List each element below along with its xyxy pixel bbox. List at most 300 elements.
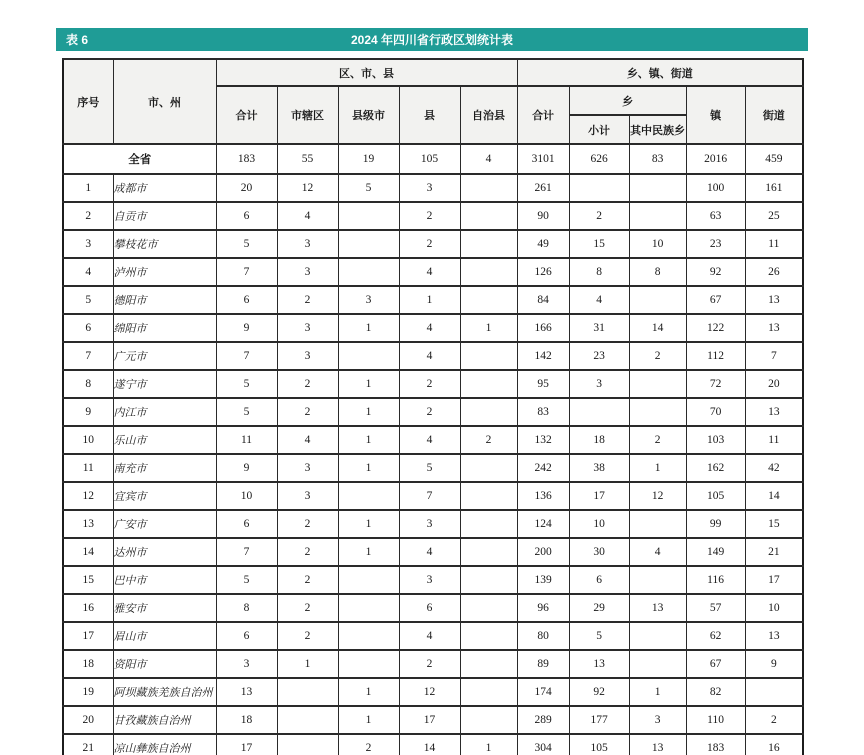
- value-cell: 3: [277, 230, 338, 258]
- value-cell: 9: [745, 650, 803, 678]
- value-cell: 1: [629, 454, 686, 482]
- value-cell: 1: [399, 286, 460, 314]
- value-cell: [460, 678, 517, 706]
- value-cell: 122: [686, 314, 745, 342]
- value-cell: 15: [745, 510, 803, 538]
- city-row: [63, 230, 803, 258]
- value-cell: 4: [399, 622, 460, 650]
- value-cell: 2: [569, 202, 629, 230]
- city-row: [63, 258, 803, 286]
- value-cell: 2: [399, 650, 460, 678]
- value-cell: 4: [399, 538, 460, 566]
- value-cell: 13: [745, 622, 803, 650]
- value-cell: 166: [517, 314, 569, 342]
- value-cell: 9: [216, 454, 277, 482]
- value-cell: 105: [399, 144, 460, 174]
- value-cell: [745, 678, 803, 706]
- value-cell: 18: [569, 426, 629, 454]
- row-number-cell: 21: [63, 734, 113, 755]
- value-cell: [338, 566, 399, 594]
- city-row: [63, 370, 803, 398]
- city-name-cell: 内江市: [113, 398, 216, 426]
- city-row: [63, 174, 803, 202]
- row-number-cell: 8: [63, 370, 113, 398]
- value-cell: 72: [686, 370, 745, 398]
- value-cell: [460, 370, 517, 398]
- row-number-cell: 17: [63, 622, 113, 650]
- value-cell: 13: [745, 398, 803, 426]
- value-cell: 13: [745, 286, 803, 314]
- value-cell: 30: [569, 538, 629, 566]
- row-number-cell: 12: [63, 482, 113, 510]
- value-cell: [460, 538, 517, 566]
- value-cell: 2: [629, 426, 686, 454]
- value-cell: 83: [517, 398, 569, 426]
- value-cell: [629, 566, 686, 594]
- value-cell: 13: [629, 734, 686, 755]
- row-number-cell: 9: [63, 398, 113, 426]
- value-cell: 29: [569, 594, 629, 622]
- value-cell: [460, 398, 517, 426]
- value-cell: 5: [216, 566, 277, 594]
- value-cell: 126: [517, 258, 569, 286]
- value-cell: [460, 202, 517, 230]
- value-cell: 13: [216, 678, 277, 706]
- value-cell: 3101: [517, 144, 569, 174]
- row-number-cell: 11: [63, 454, 113, 482]
- value-cell: 31: [569, 314, 629, 342]
- city-row: [63, 398, 803, 426]
- value-cell: 2: [399, 398, 460, 426]
- value-cell: 10: [569, 510, 629, 538]
- value-cell: 17: [569, 482, 629, 510]
- header-row-groups: [63, 59, 803, 86]
- value-cell: 95: [517, 370, 569, 398]
- value-cell: 23: [569, 342, 629, 370]
- city-row: [63, 482, 803, 510]
- value-cell: 124: [517, 510, 569, 538]
- value-cell: 67: [686, 286, 745, 314]
- row-number-cell: 20: [63, 706, 113, 734]
- value-cell: 2: [460, 426, 517, 454]
- value-cell: 3: [277, 258, 338, 286]
- table-tag: 表 6: [66, 33, 89, 47]
- value-cell: 289: [517, 706, 569, 734]
- value-cell: 3: [338, 286, 399, 314]
- value-cell: 626: [569, 144, 629, 174]
- value-cell: 105: [686, 482, 745, 510]
- value-cell: 12: [277, 174, 338, 202]
- value-cell: 3: [399, 174, 460, 202]
- value-cell: 261: [517, 174, 569, 202]
- value-cell: 1: [629, 678, 686, 706]
- value-cell: 139: [517, 566, 569, 594]
- city-row: [63, 454, 803, 482]
- value-cell: 4: [399, 258, 460, 286]
- city-name-cell: 阿坝藏族羌族自治州: [113, 678, 216, 706]
- col-header-total1: 合计: [216, 86, 277, 144]
- value-cell: 19: [338, 144, 399, 174]
- value-cell: 20: [216, 174, 277, 202]
- value-cell: 90: [517, 202, 569, 230]
- value-cell: [460, 258, 517, 286]
- value-cell: 142: [517, 342, 569, 370]
- value-cell: 6: [216, 510, 277, 538]
- value-cell: 2016: [686, 144, 745, 174]
- value-cell: 183: [686, 734, 745, 755]
- city-row: [63, 622, 803, 650]
- value-cell: 112: [686, 342, 745, 370]
- value-cell: 4: [277, 426, 338, 454]
- value-cell: 16: [745, 734, 803, 755]
- value-cell: [460, 454, 517, 482]
- value-cell: [338, 482, 399, 510]
- value-cell: 3: [216, 650, 277, 678]
- value-cell: 1: [460, 734, 517, 755]
- value-cell: 26: [745, 258, 803, 286]
- col-header-no: 序号: [63, 59, 113, 144]
- table-wrapper: [56, 51, 808, 755]
- city-row: [63, 314, 803, 342]
- value-cell: [277, 706, 338, 734]
- value-cell: 96: [517, 594, 569, 622]
- value-cell: 5: [569, 622, 629, 650]
- value-cell: 4: [277, 202, 338, 230]
- value-cell: 1: [338, 426, 399, 454]
- value-cell: 49: [517, 230, 569, 258]
- city-name-cell: 宜宾市: [113, 482, 216, 510]
- value-cell: [460, 230, 517, 258]
- value-cell: [460, 286, 517, 314]
- row-number-cell: 14: [63, 538, 113, 566]
- value-cell: 38: [569, 454, 629, 482]
- value-cell: 161: [745, 174, 803, 202]
- value-cell: 2: [399, 370, 460, 398]
- value-cell: [338, 230, 399, 258]
- value-cell: 5: [399, 454, 460, 482]
- value-cell: 11: [745, 230, 803, 258]
- value-cell: 84: [517, 286, 569, 314]
- city-row: [63, 510, 803, 538]
- value-cell: 80: [517, 622, 569, 650]
- value-cell: [460, 482, 517, 510]
- value-cell: 12: [399, 678, 460, 706]
- value-cell: 3: [277, 342, 338, 370]
- row-number-cell: 10: [63, 426, 113, 454]
- value-cell: 183: [216, 144, 277, 174]
- value-cell: 1: [338, 678, 399, 706]
- value-cell: [338, 342, 399, 370]
- city-name-cell: 泸州市: [113, 258, 216, 286]
- value-cell: 132: [517, 426, 569, 454]
- value-cell: 2: [277, 510, 338, 538]
- value-cell: [460, 706, 517, 734]
- value-cell: 4: [569, 286, 629, 314]
- value-cell: 8: [629, 258, 686, 286]
- city-row: [63, 538, 803, 566]
- value-cell: 70: [686, 398, 745, 426]
- value-cell: 3: [399, 566, 460, 594]
- city-name-cell: 雅安市: [113, 594, 216, 622]
- city-name-cell: 广安市: [113, 510, 216, 538]
- city-name-cell: 达州市: [113, 538, 216, 566]
- row-number-cell: 2: [63, 202, 113, 230]
- value-cell: 42: [745, 454, 803, 482]
- value-cell: 6: [216, 202, 277, 230]
- value-cell: 92: [686, 258, 745, 286]
- value-cell: 1: [338, 706, 399, 734]
- value-cell: 4: [399, 426, 460, 454]
- value-cell: 5: [216, 230, 277, 258]
- city-name-cell: 甘孜藏族自治州: [113, 706, 216, 734]
- value-cell: 92: [569, 678, 629, 706]
- value-cell: 17: [745, 566, 803, 594]
- value-cell: 2: [399, 202, 460, 230]
- value-cell: 6: [216, 622, 277, 650]
- city-row: [63, 706, 803, 734]
- value-cell: 7: [745, 342, 803, 370]
- value-cell: 63: [686, 202, 745, 230]
- value-cell: 149: [686, 538, 745, 566]
- row-number-cell: 16: [63, 594, 113, 622]
- city-row: [63, 734, 803, 755]
- value-cell: 3: [399, 510, 460, 538]
- city-row: [63, 286, 803, 314]
- value-cell: [338, 202, 399, 230]
- value-cell: 2: [277, 622, 338, 650]
- value-cell: 2: [277, 594, 338, 622]
- value-cell: [338, 622, 399, 650]
- value-cell: [338, 258, 399, 286]
- value-cell: [460, 566, 517, 594]
- value-cell: 4: [399, 342, 460, 370]
- value-cell: 15: [569, 230, 629, 258]
- city-name-cell: 德阳市: [113, 286, 216, 314]
- value-cell: 10: [216, 482, 277, 510]
- value-cell: 1: [338, 510, 399, 538]
- row-number-cell: 15: [63, 566, 113, 594]
- admin-divisions-table: [62, 58, 804, 755]
- value-cell: 1: [338, 538, 399, 566]
- value-cell: [569, 174, 629, 202]
- row-number-cell: 6: [63, 314, 113, 342]
- value-cell: 304: [517, 734, 569, 755]
- value-cell: 2: [745, 706, 803, 734]
- city-name-cell: 乐山市: [113, 426, 216, 454]
- value-cell: [629, 650, 686, 678]
- value-cell: 13: [569, 650, 629, 678]
- col-header-subdistricts: 街道: [745, 86, 803, 144]
- value-cell: 18: [216, 706, 277, 734]
- value-cell: 8: [569, 258, 629, 286]
- value-cell: 67: [686, 650, 745, 678]
- value-cell: 10: [629, 230, 686, 258]
- value-cell: [460, 174, 517, 202]
- city-name-cell: 成都市: [113, 174, 216, 202]
- value-cell: [460, 510, 517, 538]
- value-cell: 83: [629, 144, 686, 174]
- row-number-cell: 3: [63, 230, 113, 258]
- col-header-municipal-districts: 市辖区: [277, 86, 338, 144]
- value-cell: 6: [399, 594, 460, 622]
- value-cell: 100: [686, 174, 745, 202]
- city-name-cell: 绵阳市: [113, 314, 216, 342]
- table-title: 2024 年四川省行政区划统计表: [350, 33, 514, 47]
- value-cell: 103: [686, 426, 745, 454]
- value-cell: 9: [216, 314, 277, 342]
- city-row: [63, 566, 803, 594]
- value-cell: 82: [686, 678, 745, 706]
- value-cell: 5: [216, 370, 277, 398]
- value-cell: [460, 650, 517, 678]
- row-number-cell: 5: [63, 286, 113, 314]
- value-cell: 11: [216, 426, 277, 454]
- table-title-bar: [56, 28, 808, 51]
- value-cell: 7: [399, 482, 460, 510]
- city-name-cell: 南充市: [113, 454, 216, 482]
- value-cell: 174: [517, 678, 569, 706]
- value-cell: 3: [277, 454, 338, 482]
- value-cell: 17: [216, 734, 277, 755]
- col-group-xiang: 乡: [569, 86, 686, 115]
- value-cell: [629, 510, 686, 538]
- value-cell: 242: [517, 454, 569, 482]
- col-group-counties: 区、市、县: [216, 59, 517, 86]
- value-cell: 62: [686, 622, 745, 650]
- value-cell: 136: [517, 482, 569, 510]
- value-cell: 3: [629, 706, 686, 734]
- city-name-cell: 凉山彝族自治州: [113, 734, 216, 755]
- value-cell: 459: [745, 144, 803, 174]
- value-cell: [629, 398, 686, 426]
- city-name-cell: 攀枝花市: [113, 230, 216, 258]
- row-number-cell: 1: [63, 174, 113, 202]
- value-cell: 3: [277, 314, 338, 342]
- city-name-cell: 广元市: [113, 342, 216, 370]
- value-cell: [277, 678, 338, 706]
- value-cell: 2: [277, 286, 338, 314]
- city-name-cell: 眉山市: [113, 622, 216, 650]
- value-cell: 4: [460, 144, 517, 174]
- city-name-cell: 遂宁市: [113, 370, 216, 398]
- value-cell: 1: [338, 370, 399, 398]
- col-group-townships: 乡、镇、街道: [517, 59, 803, 86]
- value-cell: 12: [629, 482, 686, 510]
- value-cell: [569, 398, 629, 426]
- value-cell: 177: [569, 706, 629, 734]
- value-cell: 89: [517, 650, 569, 678]
- row-number-cell: 4: [63, 258, 113, 286]
- value-cell: 3: [277, 482, 338, 510]
- col-header-city: 市、州: [113, 59, 216, 144]
- value-cell: 13: [745, 314, 803, 342]
- city-row: [63, 650, 803, 678]
- value-cell: 1: [338, 398, 399, 426]
- value-cell: 14: [745, 482, 803, 510]
- row-number-cell: 13: [63, 510, 113, 538]
- value-cell: 2: [399, 230, 460, 258]
- value-cell: 1: [338, 454, 399, 482]
- value-cell: 2: [277, 370, 338, 398]
- value-cell: 1: [460, 314, 517, 342]
- col-header-autonomous-counties: 自治县: [460, 86, 517, 144]
- col-header-counties: 县: [399, 86, 460, 144]
- document-page: [56, 28, 808, 755]
- value-cell: 7: [216, 258, 277, 286]
- value-cell: 162: [686, 454, 745, 482]
- value-cell: 4: [399, 314, 460, 342]
- value-cell: 2: [629, 342, 686, 370]
- value-cell: [460, 622, 517, 650]
- value-cell: 2: [277, 566, 338, 594]
- value-cell: 20: [745, 370, 803, 398]
- value-cell: 200: [517, 538, 569, 566]
- value-cell: 25: [745, 202, 803, 230]
- city-name-cell: 巴中市: [113, 566, 216, 594]
- value-cell: 23: [686, 230, 745, 258]
- value-cell: [629, 622, 686, 650]
- city-name-cell: 自贡市: [113, 202, 216, 230]
- province-total-row: [63, 144, 803, 174]
- value-cell: 13: [629, 594, 686, 622]
- value-cell: 8: [216, 594, 277, 622]
- value-cell: 11: [745, 426, 803, 454]
- value-cell: 6: [569, 566, 629, 594]
- value-cell: 3: [569, 370, 629, 398]
- row-number-cell: 7: [63, 342, 113, 370]
- value-cell: 2: [338, 734, 399, 755]
- value-cell: [629, 174, 686, 202]
- col-header-total2: 合计: [517, 86, 569, 144]
- city-row: [63, 202, 803, 230]
- value-cell: [629, 370, 686, 398]
- value-cell: 105: [569, 734, 629, 755]
- value-cell: 7: [216, 342, 277, 370]
- city-row: [63, 342, 803, 370]
- table-header: [63, 59, 803, 144]
- value-cell: 14: [399, 734, 460, 755]
- col-header-towns: 镇: [686, 86, 745, 144]
- value-cell: 1: [277, 650, 338, 678]
- value-cell: [629, 286, 686, 314]
- value-cell: 1: [338, 314, 399, 342]
- value-cell: 116: [686, 566, 745, 594]
- row-number-cell: 18: [63, 650, 113, 678]
- col-header-ethnic-townships: 其中民族乡: [629, 115, 686, 144]
- city-name-cell: 资阳市: [113, 650, 216, 678]
- table-body: [63, 144, 803, 755]
- value-cell: 2: [277, 538, 338, 566]
- row-number-cell: 19: [63, 678, 113, 706]
- col-header-county-cities: 县级市: [338, 86, 399, 144]
- value-cell: 14: [629, 314, 686, 342]
- value-cell: [629, 202, 686, 230]
- value-cell: 2: [277, 398, 338, 426]
- value-cell: [277, 734, 338, 755]
- value-cell: 4: [629, 538, 686, 566]
- value-cell: [338, 594, 399, 622]
- value-cell: 57: [686, 594, 745, 622]
- col-header-subtotal: 小计: [569, 115, 629, 144]
- value-cell: 6: [216, 286, 277, 314]
- value-cell: 110: [686, 706, 745, 734]
- value-cell: [338, 650, 399, 678]
- value-cell: 55: [277, 144, 338, 174]
- city-row: [63, 594, 803, 622]
- value-cell: 5: [338, 174, 399, 202]
- province-label-cell: 全省: [63, 144, 216, 174]
- value-cell: 7: [216, 538, 277, 566]
